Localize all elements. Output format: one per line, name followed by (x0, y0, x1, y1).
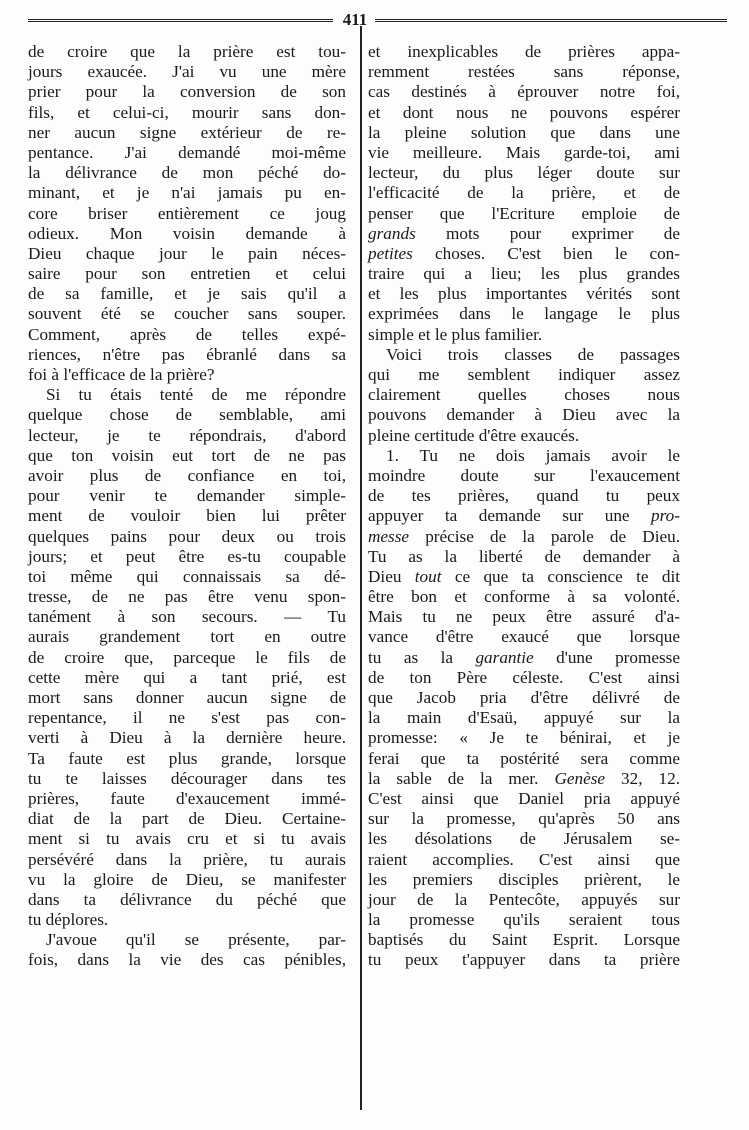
italic-text: pro- (651, 506, 680, 526)
text-line: Voici trois classes de passages (386, 344, 680, 364)
text-line: prier pour la conversion de son (28, 82, 346, 102)
text-line: odieux. Mon voisin demande à (28, 223, 346, 243)
text-line: ner aucun signe extérieur de re- (28, 122, 346, 142)
text-line: l'efficacité de la prière, et de (368, 183, 680, 203)
text-line: pleine certitude d'être exaucés. (368, 425, 580, 445)
left-column (28, 42, 346, 971)
text-line: ment si tu avais cru et si tu avais (28, 829, 346, 849)
text-line: jours exaucée. J'ai vu une mère (28, 62, 346, 82)
text-line: cas destinés à éprouver notre foi, (368, 82, 680, 102)
text-line: de sa famille, et je sais qu'il a (28, 284, 346, 304)
text-line: Dieu chaque jour le pain néces- (28, 243, 346, 263)
text-line: foi à l'efficace de la prière? (28, 365, 215, 384)
italic-text: Genèse (554, 768, 606, 788)
right-column (368, 42, 680, 971)
text-line: tanément à son secours. — Tu (28, 607, 346, 627)
text-line: J'avoue qu'il se présente, par- (46, 930, 346, 950)
italic-text: petites (368, 243, 413, 263)
text-line: la pleine solution que dans une (368, 122, 680, 142)
text-line: persévéré dans la prière, tu aurais (28, 849, 346, 869)
text-line: pentance. J'ai demandé moi-même (28, 142, 346, 162)
text-line: riences, n'être pas ébranlé dans sa (28, 344, 346, 364)
text-line: appuyer ta demande sur une pro- (368, 506, 680, 526)
page-number: 411 (342, 10, 368, 29)
text-line: simple et le plus familier. (368, 324, 543, 344)
italic-text: grands (368, 223, 416, 243)
text-line: prières, faute d'exaucement immé- (28, 788, 346, 808)
text-line: les premiers disciples prièrent, le (368, 869, 680, 889)
text-line: remment restées sans réponse, (368, 62, 680, 82)
italic-text: garantie (475, 647, 534, 667)
text-line: tresse, de ne pas être venu spon- (28, 587, 346, 607)
text-line: 1. Tu ne dois jamais avoir le (386, 445, 680, 465)
text-line: grands mots pour exprimer de (368, 223, 680, 243)
text-line: lecteur, du plus léger doute sur (368, 163, 680, 183)
text-line: et les plus importantes vérités sont (368, 284, 680, 304)
text-line: cette mère qui a tant prié, est (28, 667, 346, 687)
text-line: Dieu tout ce que ta conscience te dit (368, 566, 680, 586)
text-line: qui me semblent indiquer assez (368, 365, 680, 384)
text-line: baptisés du Saint Esprit. Lorsque (368, 930, 680, 950)
text-line: repentance, il ne s'est pas con- (28, 708, 346, 728)
text-line: sur la promesse, qu'après 50 ans (368, 809, 680, 829)
text-line: clairement quelles choses nous (368, 385, 680, 405)
text-line: petites choses. C'est bien le con- (368, 243, 680, 263)
text-line: la sable de la mer. Genèse 32, 12. (368, 768, 681, 788)
text-line: mort sans donner aucun signe de (28, 688, 346, 707)
text-line: que Jacob pria d'être délivré de (368, 688, 680, 707)
text-line: vu la gloire de Dieu, se manifester (28, 869, 346, 889)
text-line: pouvons demander à Dieu avec la (368, 405, 680, 425)
italic-text: messe (368, 526, 410, 546)
text-line: core briser entièrement ce joug (28, 203, 346, 223)
header-rule-right (375, 19, 727, 22)
text-line: tu déplores. (28, 910, 109, 930)
text-line: que ton voisin eut tort de ne pas (28, 445, 346, 465)
text-line: quelque chose de semblable, ami (28, 405, 346, 425)
text-line: jours; et peut être es-tu coupable (28, 546, 346, 566)
text-line: ferai que ta postérité sera comme (368, 748, 680, 768)
text-line: fois, dans la vie des cas pénibles, (28, 950, 346, 970)
text-line: toi même qui connaissais sa dé- (28, 566, 346, 586)
text-line: dans ta délivrance du péché que (28, 889, 346, 909)
text-line: Mais tu ne peux être assuré d'a- (368, 607, 680, 627)
text-line: promesse: « Je te bénirai, et je (368, 728, 680, 748)
text-line: vie meilleure. Mais garde-toi, ami (368, 142, 680, 162)
text-line: avoir plus de confiance en toi, (28, 465, 346, 485)
text-line: de tes prières, quand tu peux (368, 486, 680, 506)
text-line: et inexplicables de prières appa- (368, 42, 680, 61)
text-line: traire qui a lieu; les plus grandes (368, 264, 680, 284)
text-line: pour venir te demander simple- (28, 486, 346, 506)
text-line: tu te laisses décourager dans tes (28, 768, 346, 788)
text-line: et dont nous ne pouvons espérer (368, 102, 680, 122)
text-line: de croire que, parceque le fils de (28, 647, 346, 667)
text-line: de croire que la prière est tou- (28, 42, 346, 61)
text-line: la promesse qu'ils seraient tous (368, 910, 680, 930)
text-line: Tu as la liberté de demander à (368, 546, 680, 566)
text-line: penser que l'Ecriture emploie de (368, 203, 680, 223)
text-line: lecteur, je te répondrais, d'abord (28, 425, 346, 445)
text-line: verti à Dieu à la dernière heure. (28, 728, 346, 748)
italic-text: tout (414, 566, 442, 586)
text-line: Ta faute est plus grande, lorsque (28, 748, 346, 768)
text-line: moindre doute sur l'exaucement (368, 465, 680, 485)
page-header (28, 8, 727, 28)
text-line: être bon et conforme à sa volonté. (368, 587, 680, 607)
text-line: souvent été se coucher sans souper. (28, 304, 346, 324)
text-line: de ton Père céleste. C'est ainsi (368, 667, 680, 687)
text-line: exprimées dans le langage le plus (368, 304, 680, 324)
text-line: quelques pains pour deux ou trois (28, 526, 346, 546)
text-line: diat de la part de Dieu. Certaine- (28, 809, 346, 829)
text-line: Si tu étais tenté de me répondre (46, 385, 346, 405)
text-line: C'est ainsi que Daniel pria appuyé (368, 788, 680, 808)
text-line: saire pour son entretien et celui (28, 264, 346, 284)
text-line: la main d'Esaü, appuyé sur la (368, 708, 680, 728)
text-line: la délivrance de mon péché do- (28, 163, 346, 183)
text-line: les désolations de Jérusalem se- (368, 829, 680, 849)
text-line: raient accomplies. C'est ainsi que (368, 849, 680, 869)
text-line: vance d'être exaucé que lorsque (368, 627, 680, 647)
header-rule-left (28, 19, 333, 22)
text-line: Comment, après de telles expé- (28, 324, 346, 344)
text-line: messe précise de la parole de Dieu. (368, 526, 680, 546)
text-line: jour de la Pentecôte, appuyés sur (368, 889, 680, 909)
text-line: minant, et je n'ai jamais pu en- (28, 183, 346, 203)
text-line: tu as la garantie d'une promesse (368, 647, 681, 667)
text-line: aurais grandement tort en outre (28, 627, 346, 647)
text-line: fils, et celui-ci, mourir sans don- (28, 102, 346, 122)
column-divider (360, 26, 362, 1110)
text-line: tu peux t'appuyer dans ta prière (368, 950, 680, 970)
text-line: ment de vouloir bien lui prêter (28, 506, 346, 526)
